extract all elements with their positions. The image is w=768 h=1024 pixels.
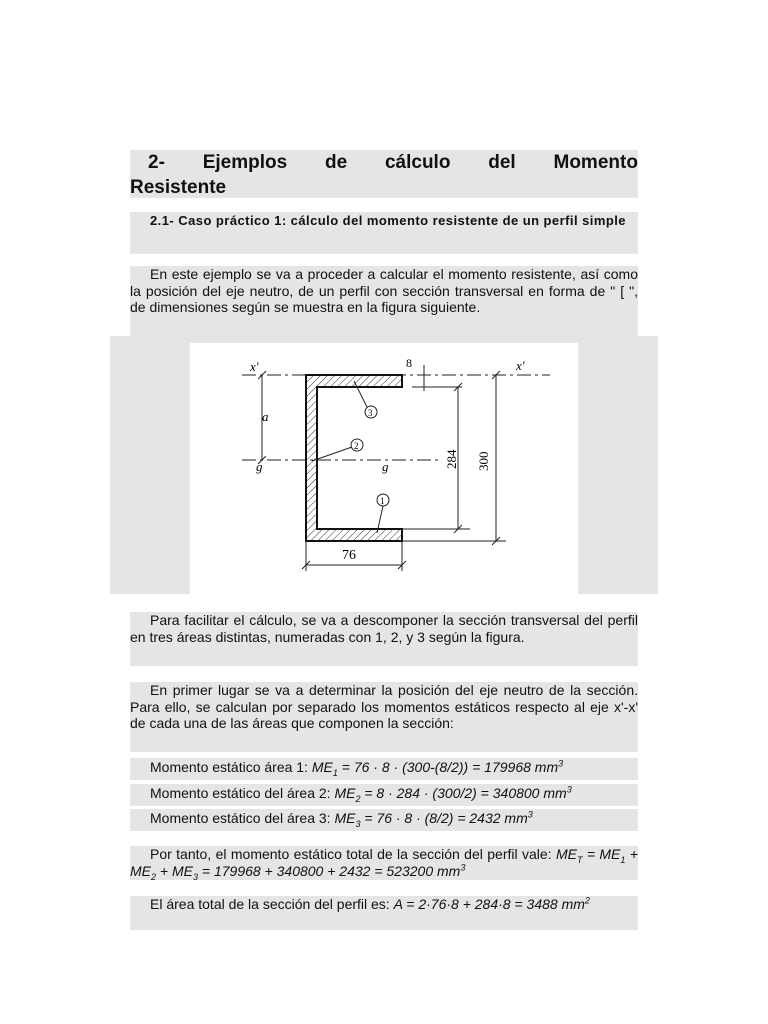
label-thickness: 8 bbox=[406, 356, 412, 370]
label-76: 76 bbox=[342, 548, 356, 563]
paragraph-total-area: El área total de la sección del perfil es: A = 2·76·8 + 284·8 = 3488 $mm^2$ bbox=[130, 896, 638, 930]
heading-word: Momento bbox=[553, 152, 638, 173]
label-area-3: 3 bbox=[368, 408, 373, 418]
label-area-2: 2 bbox=[354, 441, 359, 451]
paragraph-intro: En este ejemplo se va a proceder a calcular el momento resistente, así como la posición del eje neutro, de un perfil con sección transversal en forma de " [ ", de dimensiones según se muestra en la figura siguiente. bbox=[130, 266, 638, 336]
heading-word: 2- bbox=[148, 152, 165, 173]
heading-line-2: Resistente bbox=[130, 177, 227, 198]
heading-word: del bbox=[488, 152, 516, 173]
heading-word: cálculo bbox=[384, 152, 451, 173]
heading-word: de bbox=[324, 152, 348, 173]
heading-line-1 bbox=[130, 150, 638, 175]
section-heading bbox=[130, 150, 638, 198]
label-284: 284 bbox=[444, 449, 459, 469]
channel-section-drawing bbox=[190, 343, 578, 595]
label-a: a bbox=[262, 409, 269, 424]
moment-area-3: Momento estático del área 3: $ME_3 = 76 \cdot 8 \cdot (8/2) = 2432$ $mm^3$ bbox=[130, 809, 638, 831]
subheading: 2.1- Caso práctico 1: cálculo del momento resistente de un perfil simple bbox=[130, 212, 638, 254]
label-area-1: 1 bbox=[380, 496, 385, 506]
paragraph-neutral-axis: En primer lugar se va a determinar la posición del eje neutro de la sección. Para ello, se calculan por separado los momentos estáticos respecto al eje x'-x' de cada una de las áreas que componen la sección: bbox=[130, 682, 638, 752]
label-300: 300 bbox=[476, 451, 491, 471]
label-x-left: x' bbox=[250, 359, 259, 374]
label-x-right: x' bbox=[516, 358, 525, 373]
moment-area-1: Momento estático área 1: $ME_1 = 76 \cdot 8 \cdot (300-(8/2)) = 179968$ $mm^3$ bbox=[130, 758, 638, 780]
heading-word: Ejemplos bbox=[202, 152, 288, 173]
channel-section-figure bbox=[190, 343, 578, 595]
paragraph-decompose: Para facilitar el cálculo, se va a descomponer la sección transversal del perfil en tres áreas distintas, numeradas con 1, 2, y 3 según la figura. bbox=[130, 612, 638, 666]
label-g-mid: g bbox=[382, 459, 389, 474]
moment-area-2: Momento estático del área 2: $ME_2 = 8 \cdot 284 \cdot (300/2) = 340800$ $mm^3$ bbox=[130, 784, 638, 806]
label-g-left: g bbox=[256, 459, 263, 474]
paragraph-total-moment: Por tanto, el momento estático total de la sección del perfil vale: $ME_T = ME_1 + ME_2 + ME_3 = 179968 + 340800 + 2432 = 523200$ $mm^3$ bbox=[130, 846, 638, 882]
